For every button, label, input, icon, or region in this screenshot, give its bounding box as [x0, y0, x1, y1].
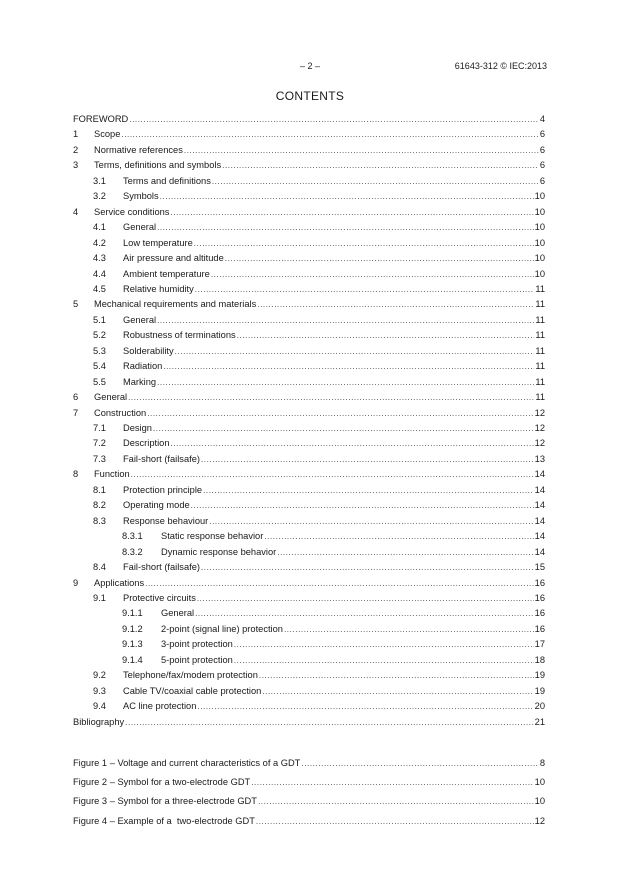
toc-entry-number: 4.5 — [93, 283, 106, 294]
dot-leader — [212, 175, 539, 188]
dot-leader — [170, 206, 533, 219]
dot-leader — [184, 144, 539, 157]
dot-leader — [234, 638, 534, 651]
toc-entry[interactable] — [73, 206, 545, 219]
toc-entry-number: 9.2 — [93, 670, 106, 681]
toc-entry-page: 11 — [535, 345, 545, 356]
toc-entry[interactable] — [73, 113, 545, 126]
figure-entry[interactable] — [73, 776, 545, 789]
dot-leader — [129, 113, 539, 126]
toc-entry[interactable] — [73, 577, 545, 590]
dot-leader — [128, 391, 534, 404]
dot-leader — [259, 669, 534, 682]
toc-entry-number: 6 — [73, 392, 79, 403]
toc-entry-title: Applications — [94, 577, 145, 588]
toc-entry-page: 14 — [534, 469, 545, 480]
toc-entry-number: 9.1.4 — [122, 654, 143, 665]
toc-entry-title: Telephone/fax/modem protection — [123, 670, 258, 681]
toc-entry-title: Construction — [94, 407, 147, 418]
toc-entry-page: 16 — [534, 577, 545, 588]
toc-entry[interactable] — [73, 499, 545, 512]
dot-leader — [147, 407, 533, 420]
toc-entry-number: 5.1 — [93, 314, 106, 325]
figure-entry[interactable] — [73, 795, 545, 808]
toc-entry[interactable] — [73, 484, 545, 497]
page-title: CONTENTS — [275, 89, 345, 103]
toc-entry-title: Static response behavior — [161, 531, 264, 542]
toc-entry-title: Design — [123, 423, 152, 433]
toc-entry-number: 9 — [73, 577, 79, 588]
toc-entry-title: Relative humidity — [123, 283, 194, 294]
toc-entry[interactable] — [73, 607, 545, 620]
toc-entry-title: 3-point protection — [161, 639, 233, 650]
dot-leader — [284, 623, 534, 636]
toc-entry-page: 14 — [534, 531, 545, 542]
toc-entry-title: Radiation — [123, 361, 163, 372]
toc-entry-page: 11 — [535, 299, 545, 310]
toc-entry[interactable] — [73, 407, 545, 420]
toc-entry-page: 12 — [534, 407, 545, 418]
toc-entry-page: 10 — [534, 268, 545, 279]
toc-entry-title: Operating mode — [123, 500, 190, 511]
dot-leader — [222, 159, 539, 172]
toc-entry[interactable] — [73, 654, 545, 667]
dot-leader — [257, 298, 534, 311]
dot-leader — [153, 422, 534, 435]
toc-entry-page: 16 — [534, 623, 545, 634]
toc-entry-page: 14 — [534, 484, 545, 495]
toc-entry[interactable] — [73, 561, 545, 574]
toc-entry-title: Robustness of terminations — [123, 330, 236, 341]
dot-leader — [211, 268, 534, 281]
dot-leader — [197, 592, 534, 605]
toc-entry-number: 8.3.1 — [122, 531, 143, 542]
toc-entry[interactable] — [73, 376, 545, 389]
toc-entry-number: 1 — [73, 129, 79, 140]
figure-entry-title: Figure 4 – Example of a two-electrode GDT — [73, 815, 255, 826]
dot-leader — [264, 530, 533, 543]
figure-entry[interactable] — [73, 757, 545, 770]
toc-entry-title: Description — [123, 438, 170, 449]
dot-leader — [225, 252, 534, 265]
toc-entry-page: 13 — [534, 453, 545, 464]
toc-entry[interactable] — [73, 329, 545, 342]
dot-leader — [277, 546, 533, 559]
toc-entry-title: Protective circuits — [123, 592, 196, 603]
toc-entry[interactable] — [73, 437, 545, 450]
toc-entry-title: Function — [94, 469, 130, 480]
toc-entry-number: 4.2 — [93, 237, 106, 248]
dot-leader — [203, 484, 534, 497]
toc-entry-page: 6 — [539, 144, 545, 155]
dot-leader — [191, 499, 534, 512]
dot-leader — [262, 685, 533, 698]
toc-entry-number: 2 — [73, 144, 79, 155]
toc-entry-page: 11 — [535, 361, 545, 372]
toc-entry-page: 4 — [539, 114, 545, 124]
toc-entry[interactable] — [73, 391, 545, 404]
toc-entry-title: Air pressure and altitude — [123, 253, 224, 264]
toc-entry-number: 7.1 — [93, 423, 106, 433]
toc-entry-title: Solderability — [123, 345, 174, 356]
dot-leader — [145, 577, 534, 590]
toc-entry-title: Fail-short (failsafe) — [123, 453, 200, 464]
toc-entry-title: Ambient temperature — [123, 268, 210, 279]
toc-entry-page: 20 — [534, 701, 545, 712]
dot-leader — [237, 329, 535, 342]
dot-leader — [301, 757, 538, 770]
page-number: – 2 – — [299, 61, 321, 71]
toc-entry-title: Terms, definitions and symbols — [94, 160, 222, 171]
toc-entry-number: 8.4 — [93, 562, 106, 573]
toc-entry[interactable] — [73, 422, 545, 435]
toc-entry-page: 6 — [539, 129, 545, 140]
toc-entry[interactable] — [73, 268, 545, 281]
toc-entry-number: 5.2 — [93, 330, 106, 341]
toc-entry-title: Protection principle — [123, 484, 203, 495]
toc-entry-number: 7.2 — [93, 438, 106, 449]
toc-entry-page: 12 — [534, 423, 545, 433]
toc-entry-title: 5-point protection — [161, 654, 233, 665]
figure-entry-page: 10 — [534, 777, 545, 788]
toc-entry-number: 5.5 — [93, 376, 106, 387]
toc-entry-page: 6 — [539, 175, 545, 186]
toc-entry-title: Fail-short (failsafe) — [123, 562, 200, 573]
dot-leader — [171, 437, 534, 450]
figure-entry-page: 8 — [539, 758, 545, 768]
toc-entry-title: General — [123, 314, 157, 325]
toc-entry[interactable] — [73, 685, 545, 698]
toc-entry-page: 18 — [534, 654, 545, 665]
toc-entry[interactable] — [73, 468, 545, 481]
toc-entry-page: 14 — [534, 546, 545, 557]
toc-entry-page: 11 — [535, 376, 545, 387]
dot-leader — [157, 376, 534, 389]
toc-entry-number: 9.1.3 — [122, 639, 143, 650]
toc-entry-number: 7 — [73, 407, 79, 418]
toc-entry-page: 11 — [535, 392, 545, 403]
toc-entry[interactable] — [73, 175, 545, 188]
toc-entry-title: General — [94, 392, 128, 403]
toc-entry-page: 11 — [535, 283, 545, 294]
toc-entry[interactable] — [73, 345, 545, 358]
toc-entry[interactable] — [73, 700, 545, 713]
toc-entry-number: 4 — [73, 206, 79, 217]
dot-leader — [201, 453, 534, 466]
toc-entry-page: 17 — [534, 639, 545, 650]
dot-leader — [256, 815, 534, 828]
toc-entry[interactable] — [73, 237, 545, 250]
document-id: 61643-312 © IEC:2013 — [454, 61, 547, 71]
toc-entry-page: 12 — [534, 438, 545, 449]
toc-entry[interactable] — [73, 159, 545, 172]
toc-entry[interactable] — [73, 221, 545, 234]
toc-entry-title: 2-point (signal line) protection — [161, 623, 283, 634]
toc-entry-title: Service conditions — [94, 206, 170, 217]
toc-entry[interactable] — [73, 453, 545, 466]
toc-entry[interactable] — [73, 314, 545, 327]
toc-entry-page: 10 — [534, 222, 545, 233]
toc-entry-number: 9.3 — [93, 685, 106, 696]
toc-entry-number: 5 — [73, 299, 79, 310]
toc-entry-page: 11 — [535, 330, 545, 341]
dot-leader — [258, 795, 534, 808]
toc-entry-title: Terms and definitions — [123, 175, 211, 186]
toc-entry-page: 11 — [535, 314, 545, 325]
toc-entry[interactable] — [73, 716, 545, 729]
toc-entry-title: Low temperature — [123, 237, 193, 248]
toc-entry-title: Symbols — [123, 191, 159, 202]
toc-entry-number: 3.1 — [93, 175, 106, 186]
dot-leader — [209, 515, 533, 528]
toc-entry-title: Marking — [123, 376, 157, 387]
toc-entry-number: 9.1.2 — [122, 623, 143, 634]
dot-leader — [194, 237, 534, 250]
toc-entry-number: 7.3 — [93, 453, 106, 464]
toc-entry[interactable] — [73, 144, 545, 157]
dot-leader — [195, 283, 535, 296]
toc-entry-page: 10 — [534, 206, 545, 217]
figure-entry-title: Figure 3 – Symbol for a three-electrode GDT — [73, 796, 257, 807]
toc-entry-page: 16 — [534, 608, 545, 619]
toc-entry-title: Bibliography — [73, 716, 125, 727]
toc-entry[interactable] — [73, 638, 545, 651]
toc-entry-page: 15 — [534, 562, 545, 573]
toc-entry-page: 16 — [534, 592, 545, 603]
toc-entry-title: FOREWORD — [73, 114, 129, 124]
figure-entry-page: 10 — [534, 796, 545, 807]
toc-entry-page: 6 — [539, 160, 545, 171]
toc-entry-title: Mechanical requirements and materials — [94, 299, 257, 310]
toc-entry-number: 4.3 — [93, 253, 106, 264]
toc-entry-number: 8 — [73, 469, 79, 480]
toc-entry[interactable] — [73, 530, 545, 543]
dot-leader — [251, 776, 533, 789]
figure-entry-title: Figure 2 – Symbol for a two-electrode GDT — [73, 777, 251, 788]
dot-leader — [131, 468, 534, 481]
toc-entry-page: 19 — [534, 670, 545, 681]
toc-entry-number: 4.1 — [93, 222, 106, 233]
toc-entry[interactable] — [73, 592, 545, 605]
toc-entry-page: 21 — [534, 716, 545, 727]
dot-leader — [197, 700, 533, 713]
toc-entry-number: 5.4 — [93, 361, 106, 372]
dot-leader — [175, 345, 535, 358]
dot-leader — [125, 716, 533, 729]
dot-leader — [157, 221, 534, 234]
toc-entry-number: 9.1 — [93, 592, 106, 603]
dot-leader — [201, 561, 534, 574]
toc-entry-number: 8.3 — [93, 515, 106, 526]
dot-leader — [163, 360, 534, 373]
dot-leader — [157, 314, 534, 327]
toc-entry-title: AC line protection — [123, 701, 197, 712]
toc-entry[interactable] — [73, 515, 545, 528]
toc-entry-page: 10 — [534, 237, 545, 248]
toc-entry-title: Dynamic response behavior — [161, 546, 277, 557]
toc-entry-title: Response behaviour — [123, 515, 209, 526]
toc-entry-number: 9.1.1 — [122, 608, 143, 619]
toc-entry-title: General — [123, 222, 157, 233]
toc-entry[interactable] — [73, 298, 545, 311]
toc-entry-page: 10 — [534, 253, 545, 264]
toc-entry-page: 14 — [534, 500, 545, 511]
toc-entry-title: Cable TV/coaxial cable protection — [123, 685, 262, 696]
toc-entry-number: 8.3.2 — [122, 546, 143, 557]
toc-entry-number: 8.1 — [93, 484, 106, 495]
toc-entry-title: General — [161, 608, 195, 619]
toc-entry-number: 5.3 — [93, 345, 106, 356]
toc-entry-title: Normative references — [94, 144, 183, 155]
toc-entry-page: 10 — [534, 191, 545, 202]
toc-entry-number: 3 — [73, 160, 79, 171]
dot-leader — [195, 607, 534, 620]
figure-entry-title: Figure 1 – Voltage and current characteristics of a GDT — [73, 758, 301, 768]
toc-entry[interactable] — [73, 623, 545, 636]
dot-leader — [121, 128, 538, 141]
toc-entry[interactable] — [73, 546, 545, 559]
figure-entry[interactable] — [73, 815, 545, 828]
toc-entry-number: 4.4 — [93, 268, 106, 279]
toc-entry-page: 14 — [534, 515, 545, 526]
dot-leader — [160, 190, 534, 203]
toc-entry[interactable] — [73, 252, 545, 265]
toc-entry-page: 19 — [534, 685, 545, 696]
toc-entry-number: 9.4 — [93, 701, 106, 712]
toc-entry-title: Scope — [94, 129, 121, 140]
toc-entry[interactable] — [73, 190, 545, 203]
dot-leader — [234, 654, 534, 667]
toc-entry[interactable] — [73, 360, 545, 373]
toc-entry[interactable] — [73, 128, 545, 141]
figure-entry-page: 12 — [534, 815, 545, 826]
toc-entry-number: 8.2 — [93, 500, 106, 511]
toc-entry[interactable] — [73, 283, 545, 296]
toc-entry[interactable] — [73, 669, 545, 682]
toc-entry-number: 3.2 — [93, 191, 106, 202]
